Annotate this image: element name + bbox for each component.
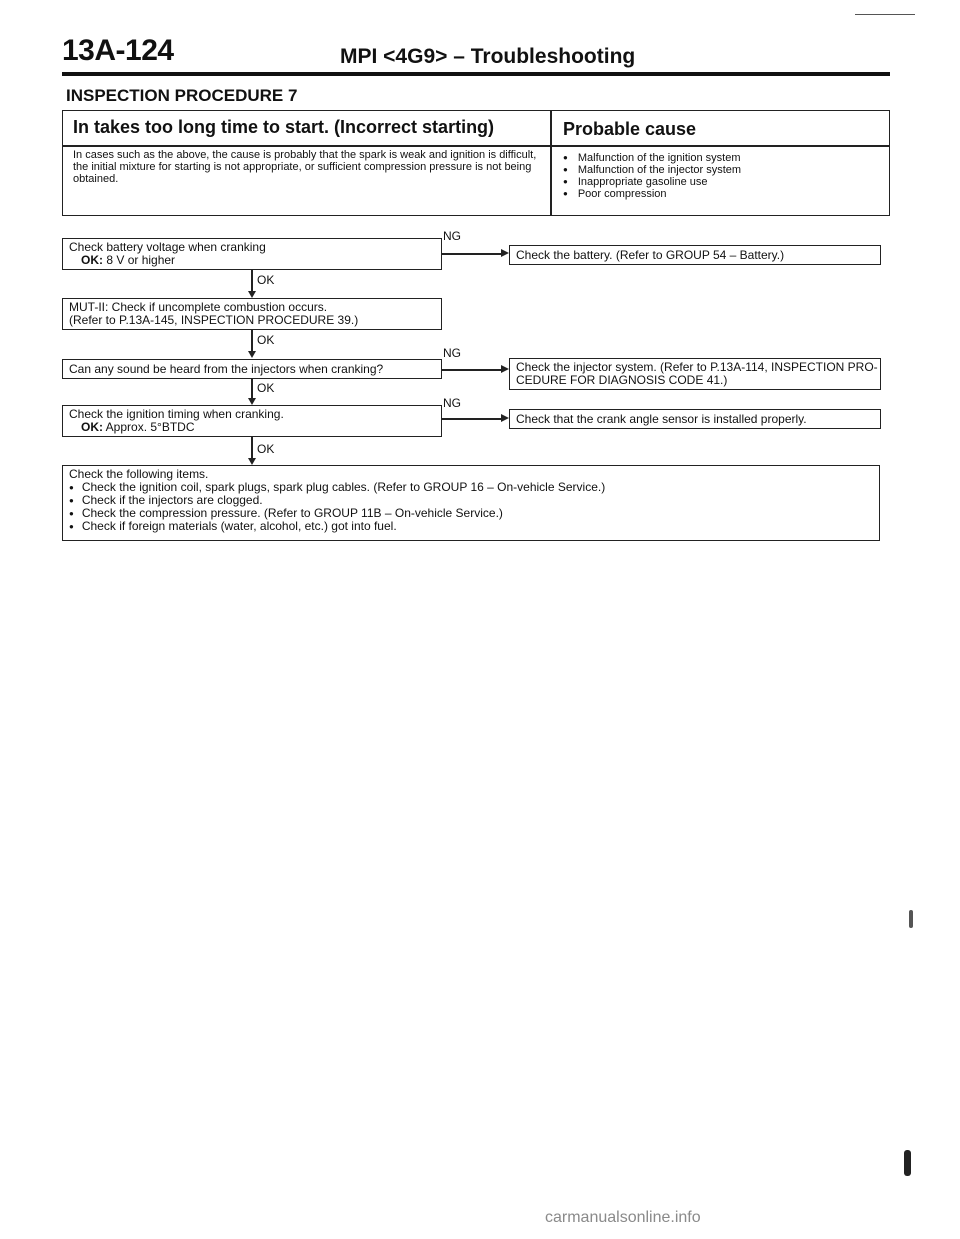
action-check-battery xyxy=(509,245,881,265)
final-check-item: ● Check if foreign materials (water, alcohol, etc.) got into fuel. xyxy=(69,520,879,533)
ng-connector xyxy=(442,418,502,420)
action-injector-line2: CEDURE FOR DIAGNOSIS CODE 41.) xyxy=(516,373,728,387)
ok-label: OK xyxy=(257,273,275,287)
cause-item: ● Inappropriate gasoline use xyxy=(563,176,741,188)
ok-criteria-label: OK: xyxy=(81,253,103,267)
ng-label: NG xyxy=(443,346,461,360)
action-check-battery-text: Check the battery. (Refer to GROUP 54 – Battery.) xyxy=(516,248,785,262)
step-ignition-timing-text: Check the ignition timing when cranking. xyxy=(69,407,284,421)
symptom-table xyxy=(62,110,890,216)
step-injector-sound xyxy=(62,359,442,379)
ng-label: NG xyxy=(443,229,461,243)
table-row-divider xyxy=(63,145,889,147)
ng-arrow-icon xyxy=(501,414,509,422)
symptom-heading: In takes too long time to start. (Incorrect starting) xyxy=(73,117,495,137)
section-title: INSPECTION PROCEDURE 7 xyxy=(66,86,298,105)
ok-label: OK xyxy=(257,333,275,347)
step-mut-ii-check xyxy=(62,298,442,330)
ng-arrow-icon xyxy=(501,365,509,373)
ok-criteria-value: 8 V or higher xyxy=(106,253,176,267)
header-divider xyxy=(62,72,890,76)
action-crank-angle-text: Check that the crank angle sensor is installed properly. xyxy=(516,412,807,426)
cause-item: ● Poor compression xyxy=(563,188,741,200)
action-check-injector-system xyxy=(509,358,881,390)
step-mut-ii-line2: (Refer to P.13A-145, INSPECTION PROCEDURE 39.) xyxy=(69,313,359,327)
ok-arrow-icon xyxy=(248,398,256,405)
probable-cause-list xyxy=(563,152,741,200)
scan-mark xyxy=(909,910,913,928)
cause-item: ● Malfunction of the injector system xyxy=(563,164,741,176)
step-mut-ii-line1: MUT-II: Check if uncomplete combustion occurs. xyxy=(69,300,328,314)
ng-arrow-icon xyxy=(501,249,509,257)
ok-arrow-icon xyxy=(248,458,256,465)
page-title: MPI <4G9> – Troubleshooting xyxy=(340,45,636,68)
final-check-item: ● Check the ignition coil, spark plugs, spark plug cables. (Refer to GROUP 16 – On-vehicle Service.) xyxy=(69,481,879,494)
watermark: carmanualsonline.info xyxy=(545,1209,701,1226)
ok-connector xyxy=(251,437,253,459)
step-ignition-timing xyxy=(62,405,442,437)
ok-criteria-label: OK: xyxy=(81,420,103,434)
final-check-item: ● Check the compression pressure. (Refer to GROUP 11B – On-vehicle Service.) xyxy=(69,507,879,520)
final-checks-list xyxy=(69,481,879,533)
ok-arrow-icon xyxy=(248,351,256,358)
step-battery-voltage-text: Check battery voltage when cranking xyxy=(69,240,266,254)
final-checks-box xyxy=(62,465,880,541)
ng-label: NG xyxy=(443,396,461,410)
scan-mark xyxy=(904,1150,911,1176)
ok-label: OK xyxy=(257,381,275,395)
top-corner-rule xyxy=(855,14,915,15)
final-checks-heading: Check the following items. xyxy=(69,467,209,481)
ng-connector xyxy=(442,253,502,255)
cause-item: ● Malfunction of the ignition system xyxy=(563,152,741,164)
symptom-description: In cases such as the above, the cause is probably that the spark is weak and ignition is difficult, the initial mixture for starting is not appropriate, or sufficient compression pressure is not being obtained. xyxy=(73,149,537,185)
step-battery-voltage xyxy=(62,238,442,270)
ok-criteria-value: Approx. 5°BTDC xyxy=(105,420,195,434)
table-column-divider xyxy=(550,111,552,215)
ok-connector xyxy=(251,270,253,292)
ok-connector xyxy=(251,330,253,352)
action-injector-line1: Check the injector system. (Refer to P.13A-114, INSPECTION PRO- xyxy=(516,360,878,374)
step-injector-sound-text: Can any sound be heard from the injectors when cranking? xyxy=(69,362,384,376)
ng-connector xyxy=(442,369,502,371)
ok-label: OK xyxy=(257,442,275,456)
ok-arrow-icon xyxy=(248,291,256,298)
probable-cause-heading: Probable cause xyxy=(563,119,697,139)
page-number: 13A-124 xyxy=(62,34,174,67)
final-check-item: ● Check if the injectors are clogged. xyxy=(69,494,879,507)
action-check-crank-angle-sensor xyxy=(509,409,881,429)
